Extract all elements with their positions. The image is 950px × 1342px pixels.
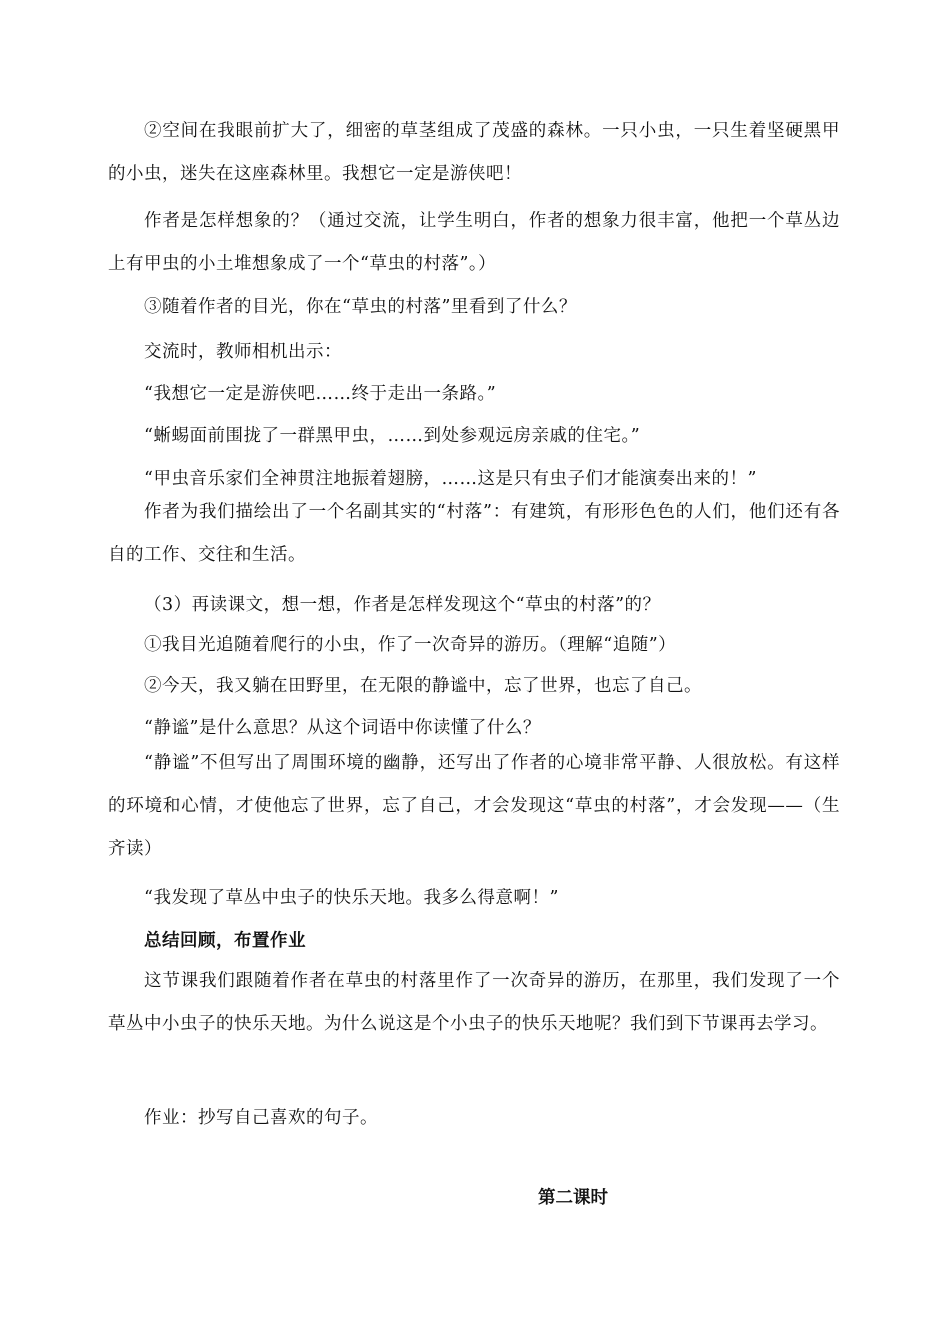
- paragraph-8: 作者为我们描绘出了一个名副其实的“村落”：有建筑，有形形色色的人们，他们还有各自的工作、交往和生活。: [108, 502, 840, 565]
- quote-1: “我想它一定是游侠吧……终于走出一条路。”: [144, 384, 497, 404]
- lesson-title: 第二课时: [538, 1188, 608, 1208]
- paragraph-4: 交流时，教师相机出示：: [144, 342, 342, 362]
- paragraph-11: ②今天，我又躺在田野里，在无限的静谧中，忘了世界，也忘了自己。: [144, 676, 702, 696]
- quote-3: “甲虫音乐家们全神贯注地振着翅膀，……这是只有虫子们才能演奏出来的！”: [144, 469, 757, 489]
- homework-line: 作业：抄写自己喜欢的句子。: [144, 1108, 378, 1128]
- paragraph-10: ①我目光追随着爬行的小虫，作了一次奇异的游历。（理解“追随”）: [144, 635, 677, 655]
- section-heading: 总结回顾，布置作业: [144, 931, 306, 951]
- paragraph-16: 这节课我们跟随着作者在草虫的村落里作了一次奇异的游历，在那里，我们发现了一个草丛中小虫子的快乐天地。为什么说这是个小虫子的快乐天地呢？我们到下节课再去学习。: [108, 971, 840, 1034]
- paragraph-12: “静谧”是什么意思？从这个词语中你读懂了什么？: [144, 718, 541, 738]
- paragraph-3: ③随着作者的目光，你在“草虫的村落”里看到了什么？: [144, 297, 577, 317]
- quote-2: “蜥蜴面前围拢了一群黑甲虫，……到处参观远房亲戚的住宅。”: [144, 426, 641, 446]
- paragraph-13: “静谧”不但写出了周围环境的幽静，还写出了作者的心境非常平静、人很放松。有这样的环境和心情，才使他忘了世界，忘了自己，才会发现这“草虫的村落”，才会发现——（生齐读）: [108, 753, 840, 859]
- paragraph-1: ②空间在我眼前扩大了，细密的草茎组成了茂盛的森林。一只小虫，一只生着坚硬黑甲的小虫，迷失在这座森林里。我想它一定是游侠吧！: [108, 121, 840, 184]
- paragraph-9: （3）再读课文，想一想，作者是怎样发现这个“草虫的村落”的？: [144, 595, 661, 615]
- paragraph-2: 作者是怎样想象的？（通过交流，让学生明白，作者的想象力很丰富，他把一个草丛边上有甲虫的小土堆想象成了一个“草虫的村落”。）: [108, 211, 840, 274]
- quote-4: “我发现了草丛中虫子的快乐天地。我多么得意啊！”: [144, 888, 559, 908]
